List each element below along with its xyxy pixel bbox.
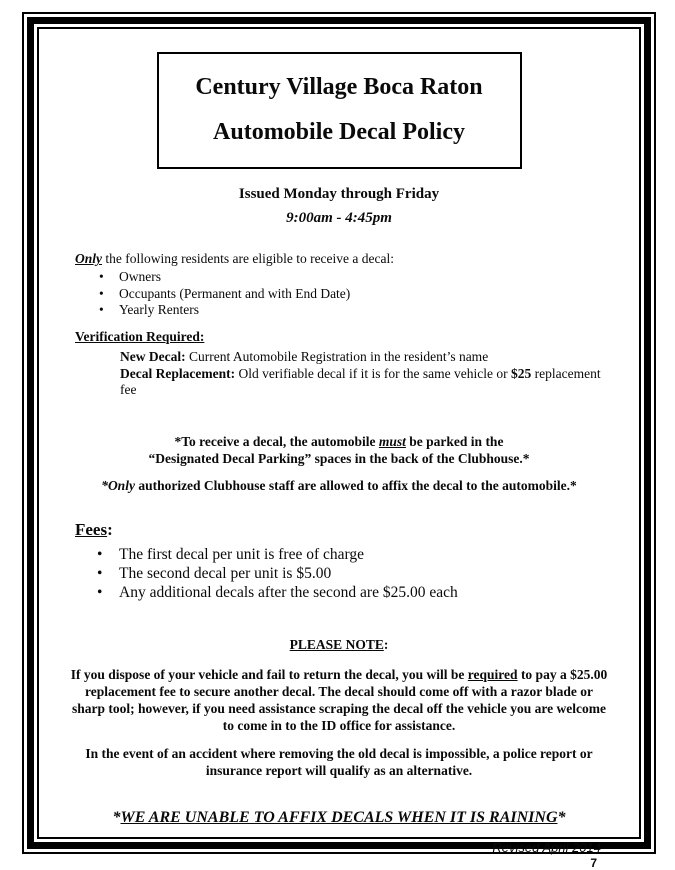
fees-heading-text: Fees: [75, 519, 108, 539]
list-item-text: Owners: [119, 269, 161, 284]
para1-after: to pay a $25.00 replacement fee to secure another decal. The decal should come off with a razor blade or sharp tool; however, if you need assistance scraping the decal off the vehicle you are welcome to come in to the ID office for assistance.: [72, 666, 608, 733]
fees-section: [75, 520, 611, 602]
page-content: [37, 27, 641, 870]
parking-note-line1: [67, 433, 611, 450]
raining-note: [67, 809, 611, 827]
para1-before: If you dispose of your vehicle and fail to return the decal, you will be: [70, 666, 468, 682]
staff-note: [67, 478, 611, 494]
eligibility-section: [75, 251, 611, 318]
para1-underlined: required: [467, 666, 518, 682]
revised-date: Revised April 2014: [492, 839, 601, 855]
page-number: 7: [590, 855, 597, 870]
please-note-heading-text: PLEASE NOTE: [289, 636, 384, 652]
list-item-text: Yearly Renters: [119, 302, 199, 317]
verification-entries: [120, 349, 611, 399]
page-footer: [67, 840, 611, 870]
parking-line1-emphasis: must: [378, 433, 406, 449]
fees-list: [97, 545, 611, 602]
list-item-text: The first decal per unit is free of charge: [119, 545, 365, 563]
fees-heading: [75, 520, 611, 540]
raining-asterisk-left: *: [112, 808, 121, 826]
replacement-text-after: replacement fee: [120, 365, 601, 397]
eligibility-list: [99, 269, 611, 318]
please-note-heading-colon: :: [383, 636, 389, 652]
eligibility-intro-emphasis: Only: [75, 251, 102, 266]
verification-heading: Verification Required:: [75, 328, 205, 344]
list-item: [97, 583, 611, 602]
parking-note-line2: “Designated Decal Parking” spaces in the back of the Clubhouse.*: [148, 450, 530, 466]
issued-schedule: Issued Monday through Friday: [238, 186, 440, 202]
replacement-fee: $25: [511, 365, 532, 381]
parking-line1-before: *To receive a decal, the automobile: [174, 433, 379, 449]
title-box: [157, 52, 522, 169]
verification-section: [75, 329, 611, 399]
please-note-paragraph1: [69, 666, 609, 734]
list-item: [97, 545, 611, 564]
staff-note-emphasis: *Only: [101, 477, 135, 493]
list-item: [97, 564, 611, 583]
list-item-text: The second decal per unit is $5.00: [119, 564, 332, 582]
page-border-outer: [22, 12, 656, 870]
staff-note-rest: authorized Clubhouse staff are allowed to affix the decal to the automobile.*: [134, 477, 577, 493]
raining-note-text: WE ARE UNABLE TO AFFIX DECALS WHEN IT IS RAINING: [120, 808, 558, 826]
please-note-heading: [67, 637, 611, 653]
list-item: [99, 302, 611, 318]
list-item: [99, 286, 611, 302]
please-note-paragraph2: In the event of an accident where removing the old decal is impossible, a police report or insurance report will qualify as an alternative.: [85, 745, 593, 778]
page-border-thick: [27, 17, 651, 870]
list-item-text: Occupants (Permanent and with End Date): [119, 285, 351, 301]
issued-hours: 9:00am - 4:45pm: [286, 210, 392, 226]
list-item: [99, 269, 611, 285]
replacement-text-before: Old verifiable decal if it is for the same vehicle or: [235, 365, 511, 381]
page-title-line2: Automobile Decal Policy: [213, 119, 465, 145]
parking-note: [67, 433, 611, 467]
page-title-line1: Century Village Boca Raton: [195, 74, 483, 100]
eligibility-intro: [75, 251, 611, 267]
verification-new-decal: [120, 349, 611, 366]
raining-asterisk-right: *: [557, 808, 566, 826]
verification-replacement: [120, 366, 611, 399]
eligibility-intro-rest: the following residents are eligible to receive a decal:: [102, 251, 395, 266]
list-item-text: Any additional decals after the second are $25.00 each: [119, 583, 458, 601]
replacement-label: Decal Replacement:: [120, 365, 236, 381]
parking-line1-after: be parked in the: [405, 433, 504, 449]
new-decal-label: New Decal:: [120, 349, 186, 364]
fees-heading-colon: :: [107, 519, 113, 539]
new-decal-text: Current Automobile Registration in the resident’s name: [185, 349, 489, 364]
